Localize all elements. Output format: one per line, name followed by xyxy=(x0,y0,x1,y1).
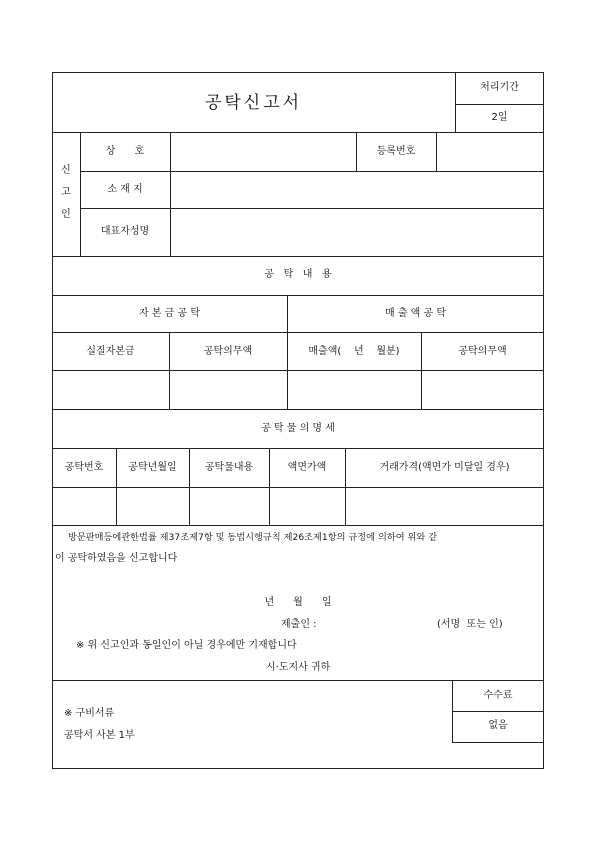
deposit-items-heading: 공 탁 물 의 명 세 xyxy=(261,423,335,434)
column-deposit-date: 공탁년월일 xyxy=(128,462,177,473)
signature-label: (서명 또는 인) xyxy=(437,619,503,630)
rule-v-item4 xyxy=(345,448,346,525)
rule-v-item2 xyxy=(189,448,190,525)
rule-content-heading xyxy=(52,295,544,296)
rule-reporter-bottom xyxy=(52,256,544,257)
rule-period-mid xyxy=(455,104,544,105)
reporter-side-label: 신 고 인 xyxy=(61,165,71,220)
rule-v-col1 xyxy=(169,332,170,409)
rule-v-item1 xyxy=(116,448,117,525)
rule-header-bottom xyxy=(52,132,544,133)
rule-sections xyxy=(52,332,544,333)
rule-reporter-2 xyxy=(80,208,544,209)
declaration-note: ※ 위 신고인과 동일인이 아닐 경우에만 기재합니다 xyxy=(76,640,297,651)
rule-items-columns xyxy=(52,487,544,488)
address-label: 소 재 지 xyxy=(107,184,143,195)
attachment-item: 공탁서 사본 1부 xyxy=(64,730,135,741)
reg-no-label: 등록번호 xyxy=(376,146,416,157)
processing-period-value: 2일 xyxy=(491,112,508,123)
rule-items-values xyxy=(52,525,544,526)
rule-columns xyxy=(52,370,544,371)
rule-v-col3 xyxy=(421,332,422,409)
fee-label: 수수료 xyxy=(483,690,513,701)
form-title: 공탁신고서 xyxy=(204,93,303,113)
rule-v-reg-right xyxy=(436,132,437,171)
rule-reporter-1 xyxy=(80,171,544,172)
declaration-date: 년 월 일 xyxy=(264,597,332,608)
column-actual-capital: 실질자본금 xyxy=(86,346,135,357)
declaration-line-2: 이 공탁하였음을 신고합니다 xyxy=(55,553,178,564)
sales-section-heading: 매 출 액 공 탁 xyxy=(384,308,446,319)
column-deposit-number: 공탁번호 xyxy=(64,462,104,473)
rule-fee-mid xyxy=(452,711,544,712)
column-deposit-content: 공탁물내용 xyxy=(204,462,254,473)
column-sales-month: 매출액( 년 월분) xyxy=(308,346,400,357)
recipient-label: 시·도지사 귀하 xyxy=(266,662,331,673)
declaration-line-1: 방문판매등에관한법률 제37조제7항 및 동법시행규칙 제26조제1항의 규정에 의하여 위와 같 xyxy=(68,532,438,543)
column-capital-obligation: 공탁의무액 xyxy=(203,346,253,357)
fee-value: 없음 xyxy=(488,720,508,731)
column-face-value: 액면가액 xyxy=(287,462,327,473)
submitter-label: 제출인 : xyxy=(281,619,317,630)
rep-name-label: 대표자성명 xyxy=(100,226,150,237)
column-sales-obligation: 공탁의무액 xyxy=(458,346,507,357)
rule-items-heading xyxy=(52,448,544,449)
processing-period-label: 처리기간 xyxy=(480,82,519,93)
rule-declaration-bottom xyxy=(52,680,544,681)
rule-v-labels xyxy=(170,132,171,256)
attachments-heading: ※ 구비서류 xyxy=(64,708,115,719)
rule-fee-bottom xyxy=(452,742,544,743)
rule-v-item3 xyxy=(269,448,270,525)
column-trade-price: 거래가격(액면가 미달일 경우) xyxy=(379,462,510,473)
capital-section-heading: 자 본 금 공 탁 xyxy=(138,308,200,319)
deposit-content-heading: 공 탁 내 용 xyxy=(264,269,332,280)
trade-name-label: 상 호 xyxy=(105,146,145,157)
rule-values xyxy=(52,409,544,410)
